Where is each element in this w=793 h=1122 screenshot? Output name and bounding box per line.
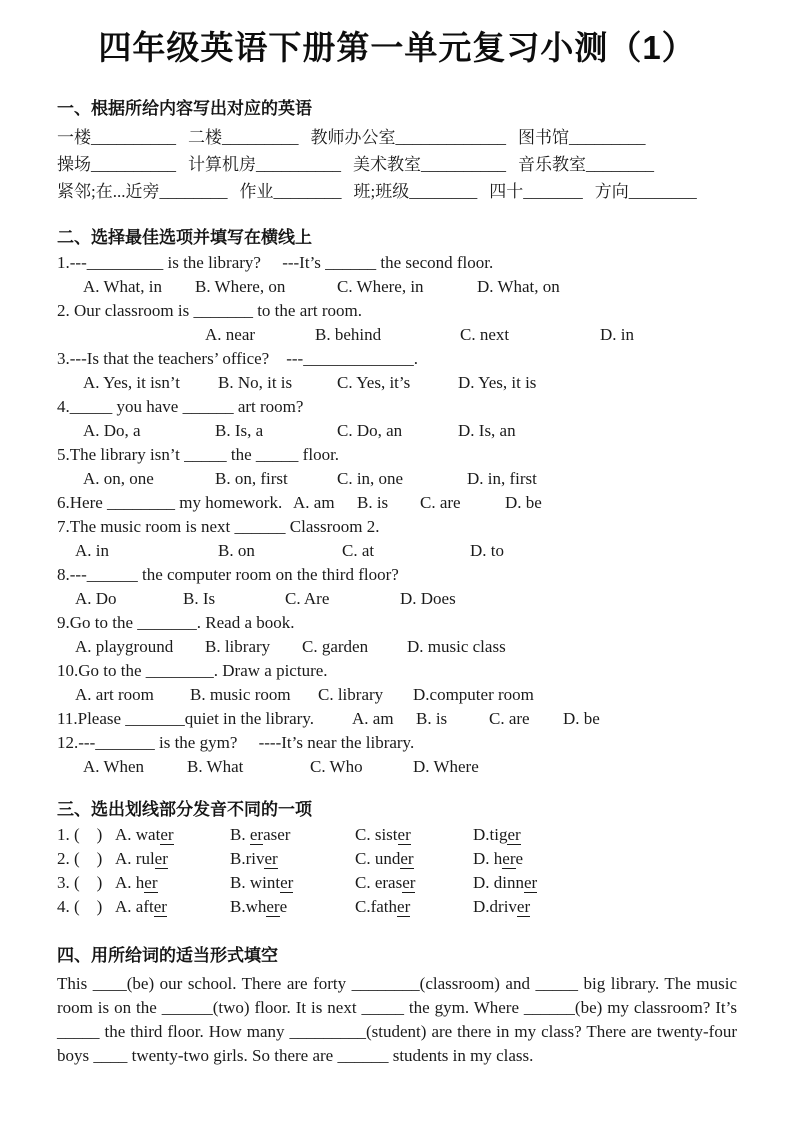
word-prefix: C.fath — [355, 897, 398, 916]
cloze-paragraph: This ____(be) our school. There are forty ________(classroom) and _____ big library. The music room is on the ______(two) floor. It is next _____ the gym. Where ______(be) my classroom? It’s _____ the third floor. How many _________(student) are there in my class? There are twenty-four boys ____ twenty-two girls. So there are ______ students in my class. — [57, 974, 737, 1065]
option-b: B. on — [218, 541, 255, 560]
option-b: B. is — [357, 493, 389, 512]
q8-options — [57, 587, 737, 611]
word-suffix: aser — [263, 825, 291, 844]
vocab-cell — [489, 178, 583, 205]
word-prefix: B. wint — [230, 873, 281, 892]
option-d — [473, 871, 737, 895]
underlined-letters: er — [502, 849, 516, 868]
option-a: A. Yes, it isn’t — [83, 373, 180, 392]
q11-line — [57, 707, 737, 731]
page-title: 四年级英语下册第一单元复习小测（1） — [98, 29, 696, 66]
q3-options — [57, 371, 737, 395]
option-a — [115, 847, 230, 871]
pron-row-3 — [57, 871, 737, 895]
option-a: A. art room — [75, 685, 154, 704]
q2-options — [57, 323, 737, 347]
vocab-label: 方向 — [594, 182, 629, 201]
option-b: B. Is — [183, 589, 216, 608]
q12-options — [57, 755, 737, 779]
vocab-cell — [311, 124, 507, 151]
option-d — [473, 847, 737, 871]
vocab-label: 美术教室 — [353, 155, 421, 174]
vocab-cell — [353, 178, 477, 205]
answer-blank: __________ — [91, 128, 176, 147]
vocab-cell — [518, 151, 654, 178]
option-c: C. library — [318, 685, 384, 704]
vocab-label: 二楼 — [188, 128, 222, 147]
answer-blank: ________ — [628, 182, 697, 201]
vocab-label: 操场 — [57, 155, 91, 174]
q11-stem: 11.Please _______quiet in the library. — [57, 709, 314, 728]
option-d: D. to — [470, 541, 504, 560]
vocab-label: 四十 — [489, 182, 524, 201]
option-c: C. Are — [285, 589, 330, 608]
q6-line — [57, 491, 737, 515]
word-prefix: B.wh — [230, 897, 267, 916]
word-prefix: D. dinn — [473, 873, 524, 892]
option-a — [115, 895, 230, 919]
option-b: B. is — [416, 709, 448, 728]
option-a — [115, 871, 230, 895]
section1-heading: 一、根据所给内容写出对应的英语 — [57, 99, 312, 118]
option-a: A. on, one — [83, 469, 154, 488]
vocab-label: 计算机房 — [188, 155, 256, 174]
q1-stem: 1.---_________ is the library? ---It’s ______ the second floor. — [57, 253, 494, 272]
section-multiple-choice — [57, 225, 737, 779]
section2-heading: 二、选择最佳选项并填写在横线上 — [57, 228, 312, 247]
option-a: A. in — [75, 541, 109, 560]
option-c: C. Do, an — [337, 421, 403, 440]
option-b: B. What — [187, 757, 244, 776]
q7-options — [57, 539, 737, 563]
section-cloze — [57, 943, 737, 1068]
q10-options — [57, 683, 737, 707]
vocab-cell — [188, 124, 299, 151]
answer-blank: ________ — [159, 182, 228, 201]
row-number: 3. ( ) — [57, 873, 103, 892]
row-number: 2. ( ) — [57, 849, 103, 868]
answer-blank: __________ — [421, 155, 506, 174]
option-c — [355, 895, 473, 919]
pron-row-2 — [57, 847, 737, 871]
pron-row-1 — [57, 823, 737, 847]
option-c: C. Who — [310, 757, 363, 776]
vocab-label: 作业 — [239, 182, 274, 201]
option-b: B. behind — [315, 325, 382, 344]
option-a: A. playground — [75, 637, 174, 656]
vocab-cell — [188, 151, 341, 178]
vocab-label: 图书馆 — [518, 128, 569, 147]
word-prefix: D. h — [473, 849, 503, 868]
underlined-letters: er — [280, 873, 294, 892]
answer-blank: _________ — [222, 128, 299, 147]
option-a: A. Do, a — [83, 421, 141, 440]
q4-stem: 4._____ you have ______ art room? — [57, 397, 304, 416]
option-c: C. are — [489, 709, 530, 728]
option-c — [355, 847, 473, 871]
vocab-label: 一楼 — [57, 128, 91, 147]
answer-blank: ________ — [273, 182, 342, 201]
option-a: A. am — [293, 493, 335, 512]
option-d: D. in, first — [467, 469, 537, 488]
q9-options — [57, 635, 737, 659]
option-d: D. What, on — [477, 277, 560, 296]
option-b: B. music room — [190, 685, 291, 704]
option-b — [230, 895, 355, 919]
underlined-letters: er — [402, 873, 416, 892]
option-b — [230, 871, 355, 895]
underlined-letters: er — [154, 849, 168, 868]
underlined-letters: er — [524, 873, 538, 892]
q4-options — [57, 419, 737, 443]
underlined-letters: er — [507, 825, 521, 844]
answer-blank: ________ — [586, 155, 654, 174]
option-d: D. Does — [400, 589, 456, 608]
underlined-letters: er — [516, 897, 531, 916]
answer-blank: _______ — [523, 182, 583, 201]
option-c: C. next — [460, 325, 510, 344]
vocab-row-3 — [57, 178, 737, 205]
option-b: B. Is, a — [215, 421, 264, 440]
vocab-cell — [239, 178, 341, 205]
underlined-letters: er — [144, 873, 158, 892]
underlined-letters: er — [266, 897, 280, 916]
vocab-label: 班;班级 — [353, 182, 410, 201]
option-a: A. When — [83, 757, 145, 776]
option-d: D.computer room — [413, 685, 534, 704]
word-prefix: A. wat — [115, 825, 161, 844]
answer-blank: __________ — [91, 155, 176, 174]
option-d: D. be — [505, 493, 542, 512]
vocab-label: 教师办公室 — [310, 128, 396, 147]
word-suffix: e — [515, 849, 524, 868]
row-number: 1. ( ) — [57, 825, 103, 844]
option-c: C. Yes, it’s — [337, 373, 411, 392]
q8-stem: 8.---______ the computer room on the third floor? — [57, 565, 399, 584]
underlined-letters: er — [400, 849, 414, 868]
answer-blank: _________ — [569, 128, 646, 147]
answer-blank: _____________ — [395, 128, 506, 147]
section4-heading: 四、用所给词的适当形式填空 — [57, 946, 278, 965]
word-prefix: A. h — [115, 873, 145, 892]
option-a: A. What, in — [83, 277, 163, 296]
section-pronunciation — [57, 797, 737, 919]
word-prefix: C. und — [355, 849, 401, 868]
vocab-label: 紧邻;在...近旁 — [57, 182, 160, 201]
section-vocabulary — [57, 96, 737, 205]
option-c: C. garden — [302, 637, 369, 656]
q10-stem: 10.Go to the ________. Draw a picture. — [57, 661, 328, 680]
q7-stem: 7.The music room is next ______ Classroom 2. — [57, 517, 380, 536]
option-d: D. be — [563, 709, 600, 728]
q1-options — [57, 275, 737, 299]
word-prefix: B. — [230, 825, 250, 844]
vocab-cell — [518, 124, 646, 151]
underlined-letters: er — [397, 825, 411, 844]
q2-stem: 2. Our classroom is _______ to the art room. — [57, 301, 363, 320]
option-b: B. on, first — [215, 469, 288, 488]
vocab-cell — [57, 124, 176, 151]
q3-stem: 3.---Is that the teachers’ office? ---_____________. — [57, 349, 418, 368]
q9-stem: 9.Go to the _______. Read a book. — [57, 613, 295, 632]
underlined-letters: er — [264, 849, 278, 868]
option-d — [473, 823, 737, 847]
section3-heading: 三、选出划线部分发音不同的一项 — [57, 800, 312, 819]
q12-stem: 12.---_______ is the gym? ----It’s near the library. — [57, 733, 415, 752]
word-suffix: e — [279, 897, 288, 916]
vocab-cell — [57, 178, 227, 205]
vocab-label: 音乐教室 — [518, 155, 586, 174]
option-a: A. am — [352, 709, 394, 728]
answer-blank: ________ — [409, 182, 478, 201]
word-prefix: D.driv — [473, 897, 517, 916]
word-prefix: A. aft — [115, 897, 154, 916]
option-d: D. Where — [413, 757, 479, 776]
option-c — [355, 871, 473, 895]
q5-options — [57, 467, 737, 491]
word-prefix: C. eras — [355, 873, 403, 892]
word-prefix: C. sist — [355, 825, 398, 844]
option-d: D. Yes, it is — [458, 373, 537, 392]
q5-stem: 5.The library isn’t _____ the _____ floor. — [57, 445, 340, 464]
option-c: C. in, one — [337, 469, 404, 488]
underlined-letters: er — [249, 825, 264, 844]
underlined-letters: er — [153, 897, 167, 916]
option-b: B. Where, on — [195, 277, 286, 296]
option-d: D. Is, an — [458, 421, 516, 440]
vocab-row-1 — [57, 124, 737, 151]
row-number: 4. ( ) — [57, 897, 103, 916]
vocab-cell — [353, 151, 506, 178]
option-c: C. at — [342, 541, 375, 560]
vocab-cell — [595, 178, 697, 205]
option-d: D. music class — [407, 637, 506, 656]
option-d — [473, 895, 737, 919]
option-b: B. No, it is — [218, 373, 293, 392]
q6-stem: 6.Here ________ my homework. — [57, 493, 283, 512]
option-c: C. are — [420, 493, 461, 512]
word-prefix: A. rul — [115, 849, 155, 868]
option-c — [355, 823, 473, 847]
option-a — [115, 823, 230, 847]
word-prefix: D.tig — [473, 825, 508, 844]
option-b — [230, 823, 355, 847]
underlined-letters: er — [160, 825, 174, 844]
option-a: A. near — [205, 325, 256, 344]
option-b: B. library — [205, 637, 271, 656]
option-b — [230, 847, 355, 871]
word-prefix: B.riv — [230, 849, 265, 868]
option-a: A. Do — [75, 589, 117, 608]
pron-row-4 — [57, 895, 737, 919]
option-c: C. Where, in — [337, 277, 424, 296]
answer-blank: __________ — [256, 155, 341, 174]
option-d: D. in — [600, 325, 634, 344]
vocab-cell — [57, 151, 176, 178]
vocab-row-2 — [57, 151, 737, 178]
underlined-letters: er — [397, 897, 411, 916]
